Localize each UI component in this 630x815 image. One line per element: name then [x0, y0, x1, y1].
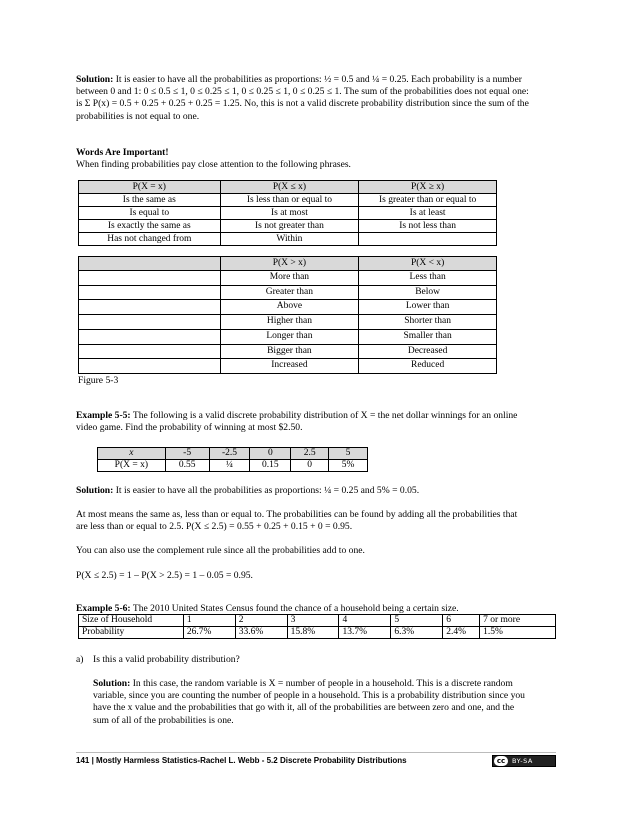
table-cell [79, 344, 221, 359]
table-header-row [79, 257, 497, 271]
table-cell [79, 300, 221, 315]
table-cell: 33.6% [235, 627, 287, 639]
section-heading: Words Are Important! [76, 147, 169, 158]
table-header-cell: P(X = x) [79, 181, 221, 194]
table-cell [79, 329, 221, 344]
table-cell: 3 [287, 615, 339, 627]
example-5-5-solution [76, 485, 556, 497]
question-text: Is this a valid probability distribution? [93, 654, 240, 665]
footer-divider [76, 752, 556, 753]
table-cell: Less than [359, 271, 497, 286]
table-cell: Is exactly the same as [79, 220, 221, 233]
solution-text-line: have the x value and the probabilities that go with it, all of the probabilities are between zero and one, and the [93, 702, 515, 714]
table-cell: 0.15 [250, 460, 291, 472]
part-a-question [76, 654, 556, 666]
solution-label: Solution: [93, 678, 131, 689]
table-cell: Bigger than [220, 344, 359, 359]
table-cell: Lower than [359, 300, 497, 315]
table-cell: Longer than [220, 329, 359, 344]
table-cell: 1 [183, 615, 235, 627]
solution-text-line: In this case, the random variable is X = number of people in a household. This is a discrete random [130, 678, 513, 689]
table-header-cell [79, 257, 221, 271]
table-cell: Higher than [220, 315, 359, 330]
table-header-cell: 2.5 [291, 448, 329, 460]
creative-commons-icon: cc [494, 756, 508, 766]
table-cell: Reduced [359, 359, 497, 374]
table-row [98, 460, 368, 472]
solution-text-line: sum of all of the probabilities is one. [93, 714, 234, 726]
table-header-cell: -5 [165, 448, 209, 460]
table-cell: Decreased [359, 344, 497, 359]
table-cell: Size of Household [79, 615, 184, 627]
table-cell: 6.3% [391, 627, 443, 639]
table-cell: 5% [329, 460, 368, 472]
table-cell: 0.55 [165, 460, 209, 472]
table-cell: 13.7% [339, 627, 391, 639]
table-cell: Is equal to [79, 207, 221, 220]
table-cell: Above [220, 300, 359, 315]
example-text-line: The following is a valid discrete probability distribution of X = the net dollar winnings for an online [130, 410, 518, 421]
solution-text-line: between 0 and 1: 0 ≤ 0.5 ≤ 1, 0 ≤ 0.25 ≤ 1, 0 ≤ 0.25 ≤ 1, 0 ≤ 0.25 ≤ 1. The sum of the probabilities does not equal one: [76, 86, 529, 98]
table-cell: Is at most [220, 207, 359, 220]
table-cell: Within [220, 233, 359, 246]
table-cell: Is the same as [79, 194, 221, 207]
table-header-row [98, 448, 368, 460]
table-header-cell: -2.5 [209, 448, 250, 460]
table-row [79, 615, 556, 627]
table-cell: ¼ [209, 460, 250, 472]
table-cell: 4 [339, 615, 391, 627]
table-cell [79, 285, 221, 300]
complement-paragraph: You can also use the complement rule since all the probabilities add to one. [76, 545, 365, 556]
part-a-solution [93, 678, 556, 727]
table-cell: 6 [443, 615, 480, 627]
table-row [79, 207, 497, 220]
example-label: Example 5-6: [76, 603, 131, 614]
table-row [79, 271, 497, 286]
table-cell [79, 315, 221, 330]
table-cell: Is not greater than [220, 220, 359, 233]
phrases-table-gt-lt [78, 256, 497, 374]
table-row [79, 285, 497, 300]
table-cell: 2.4% [443, 627, 480, 639]
table-cell: Below [359, 285, 497, 300]
table-header-cell: 0 [250, 448, 291, 460]
table-row [79, 315, 497, 330]
at-most-paragraph [76, 509, 556, 533]
example-5-5-intro [76, 410, 556, 434]
table-row [79, 344, 497, 359]
solution-text-line: It is easier to have all the probabilities as proportions: ½ = 0.5 and ¼ = 0.25. Each probability is a number [113, 74, 522, 85]
table-header-cell: 5 [329, 448, 368, 460]
paragraph-line: are less than or equal to 2.5. P(X ≤ 2.5) = 0.55 + 0.25 + 0.15 + 0 = 0.95. [76, 521, 353, 533]
table-row [79, 300, 497, 315]
table-row [79, 329, 497, 344]
section-intro: When finding probabilities pay close attention to the following phrases. [76, 159, 351, 171]
table-cell: P(X = x) [98, 460, 166, 472]
table-header-cell: P(X ≤ x) [220, 181, 359, 194]
example-text-line: The 2010 United States Census found the chance of a household being a certain size. [130, 603, 459, 614]
winnings-distribution-table [97, 447, 368, 472]
table-cell [79, 271, 221, 286]
table-row [79, 359, 497, 374]
solution-text-line: probabilities is not equal to one. [76, 110, 200, 122]
figure-caption: Figure 5-3 [78, 375, 119, 386]
list-marker: a) [76, 654, 84, 665]
table-cell: Is at least [359, 207, 497, 220]
phrases-table-equal-le-ge [78, 180, 497, 246]
table-cell: Increased [220, 359, 359, 374]
example-label: Example 5-5: [76, 410, 131, 421]
table-row [79, 627, 556, 639]
table-header-cell: P(X ≥ x) [359, 181, 497, 194]
table-cell: Shorter than [359, 315, 497, 330]
solution-paragraph [76, 74, 556, 123]
cc-by-sa-license-badge [492, 755, 556, 767]
table-cell: Is greater than or equal to [359, 194, 497, 207]
table-cell: 2 [235, 615, 287, 627]
table-row [79, 233, 497, 246]
complement-equation: P(X ≤ 2.5) = 1 – P(X > 2.5) = 1 – 0.05 = 0.95. [76, 570, 253, 581]
table-cell: Probability [79, 627, 184, 639]
license-text: BY-SA [512, 757, 533, 765]
page-footer: 141 | Mostly Harmless Statistics-Rachel L. Webb - 5.2 Discrete Probability Distributions [76, 756, 407, 765]
table-cell: Is not less than [359, 220, 497, 233]
household-size-table [78, 614, 556, 639]
table-cell: 1.5% [480, 627, 556, 639]
table-cell: 26.7% [183, 627, 235, 639]
table-header-cell: P(X > x) [220, 257, 359, 271]
solution-label: Solution: [76, 485, 114, 496]
solution-text-line: variable, since you are counting the number of people in a household. This is a probability distribution since you [93, 690, 525, 702]
table-header-row [79, 181, 497, 194]
table-cell: 5 [391, 615, 443, 627]
table-header-cell: x [98, 448, 166, 460]
table-cell: 7 or more [480, 615, 556, 627]
table-cell: Is less than or equal to [220, 194, 359, 207]
table-cell [359, 233, 497, 246]
paragraph-line: At most means the same as, less than or equal to. The probabilities can be found by adding all the probabilities that [76, 509, 518, 520]
words-section [76, 147, 556, 171]
example-text-line: video game. Find the probability of winning at most $2.50. [76, 422, 303, 434]
table-cell: 0 [291, 460, 329, 472]
table-cell: Smaller than [359, 329, 497, 344]
table-cell: Has not changed from [79, 233, 221, 246]
table-cell [79, 359, 221, 374]
table-header-cell: P(X < x) [359, 257, 497, 271]
table-cell: 15.8% [287, 627, 339, 639]
table-cell: More than [220, 271, 359, 286]
table-row [79, 194, 497, 207]
table-cell: Greater than [220, 285, 359, 300]
solution-text-line: is Σ P(x) = 0.5 + 0.25 + 0.25 + 0.25 = 1.25. No, this is not a valid discrete probability distribution since the sum of the [76, 98, 529, 110]
solution-text-line: It is easier to have all the probabilities as proportions: ¼ = 0.25 and 5% = 0.05. [113, 485, 420, 496]
table-row [79, 220, 497, 233]
solution-label: Solution: [76, 74, 114, 85]
